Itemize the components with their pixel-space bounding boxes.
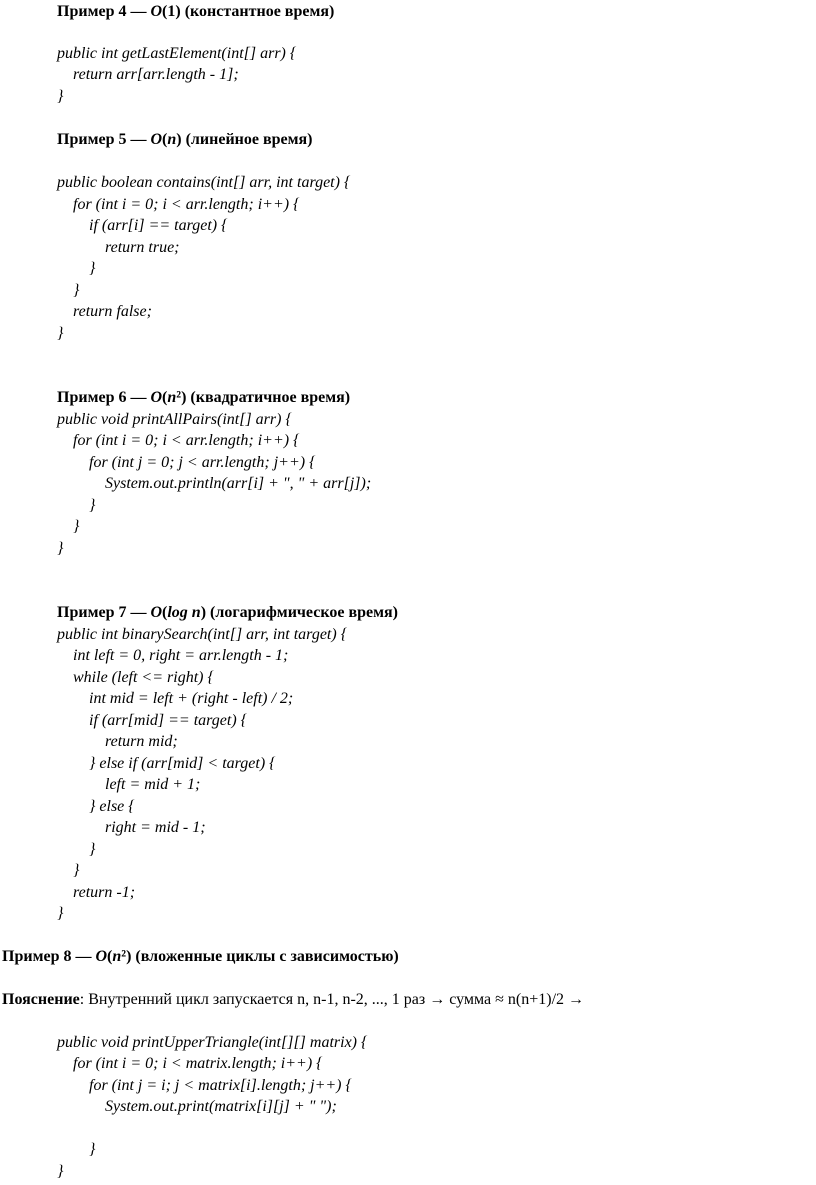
code-line: return true; (57, 239, 180, 256)
code-line: while (left <= right) { (57, 669, 214, 686)
example-5-heading (57, 130, 313, 150)
code-line: } (57, 497, 96, 514)
code-line: } else if (arr[mid] < target) { (57, 755, 276, 772)
code-line: int mid = left + (right - left) / 2; (57, 690, 294, 707)
heading-text: Пример 6 — (57, 389, 151, 406)
code-line: public int getLastElement(int[] arr) { (57, 45, 297, 62)
code-line: } (57, 1163, 64, 1180)
code-line: for (int j = i; j < matrix[i].length; j++) { (57, 1077, 352, 1094)
code-line: public void printUpperTriangle(int[][] matrix) { (57, 1034, 368, 1051)
heading-text: ) (линейное время) (176, 131, 313, 148)
code-line: System.out.println(arr[i] + ", " + arr[j]); (57, 475, 372, 492)
example-4-heading (57, 2, 334, 22)
code-line: } (57, 862, 80, 879)
code-line: } (57, 540, 64, 557)
example-6-heading (57, 388, 350, 408)
code-line: } (57, 905, 64, 922)
code-line: return -1; (57, 884, 136, 901)
example-7-heading (57, 603, 398, 623)
code-line: if (arr[mid] == target) { (57, 712, 248, 729)
heading-text: ( (162, 604, 168, 621)
code-line: for (int i = 0; i < arr.length; i++) { (57, 432, 300, 449)
heading-complexity: n (112, 948, 122, 965)
code-line: } (57, 282, 80, 299)
code-line: } (57, 88, 64, 105)
explanation (2, 990, 584, 1010)
code-line: return false; (57, 303, 152, 320)
heading-big-o: O (150, 389, 163, 406)
heading-text: Пример 8 — (2, 948, 96, 965)
code-line: if (arr[i] == target) { (57, 217, 228, 234)
code-line: for (int i = 0; i < arr.length; i++) { (57, 196, 300, 213)
heading-complexity: log n (167, 604, 201, 621)
heading-text: ( (162, 389, 168, 406)
heading-text: ²) (вложенные циклы с зависимостью) (121, 948, 399, 965)
heading-text: (1) (константное время) (162, 3, 335, 20)
code-line: public int binarySearch(int[] arr, int target) { (57, 626, 348, 643)
heading-complexity: n (167, 131, 177, 148)
heading-text: Пример 5 — (57, 131, 151, 148)
code-line: for (int i = 0; i < matrix.length; i++) { (57, 1055, 323, 1072)
code-line: } (57, 325, 64, 342)
code-line: for (int j = 0; j < arr.length; j++) { (57, 454, 316, 471)
heading-text: ) (логарифмическое время) (200, 604, 398, 621)
code-line: } (57, 841, 96, 858)
heading-text: Пример 4 — (57, 3, 151, 20)
heading-text: ( (162, 131, 168, 148)
code-line: return mid; (57, 733, 178, 750)
heading-big-o: O (150, 604, 163, 621)
code-line: int left = 0, right = arr.length - 1; (57, 647, 289, 664)
code-line: } (57, 518, 80, 535)
explanation-text: : Внутренний цикл запускается n, n-1, n-2, ..., 1 раз → сумма ≈ n(n+1)/2 → (79, 991, 585, 1008)
code-line: public boolean contains(int[] arr, int target) { (57, 174, 351, 191)
example-8-heading (2, 947, 399, 967)
heading-complexity: n (167, 389, 177, 406)
code-line: System.out.print(matrix[i][j] + " "); (57, 1098, 337, 1115)
code-line: right = mid - 1; (57, 819, 206, 836)
code-line: public void printAllPairs(int[] arr) { (57, 411, 292, 428)
code-line: } (57, 1141, 96, 1158)
code-line: } else { (57, 798, 135, 815)
explanation-label: Пояснение (2, 991, 80, 1008)
heading-big-o: O (95, 948, 108, 965)
heading-big-o: O (150, 131, 163, 148)
code-line: left = mid + 1; (57, 776, 201, 793)
heading-text: ( (107, 948, 113, 965)
code-line: } (57, 260, 96, 277)
heading-text: Пример 7 — (57, 604, 151, 621)
heading-text: ²) (квадратичное время) (176, 389, 351, 406)
heading-big-o: O (150, 3, 163, 20)
code-line: return arr[arr.length - 1]; (57, 66, 239, 83)
